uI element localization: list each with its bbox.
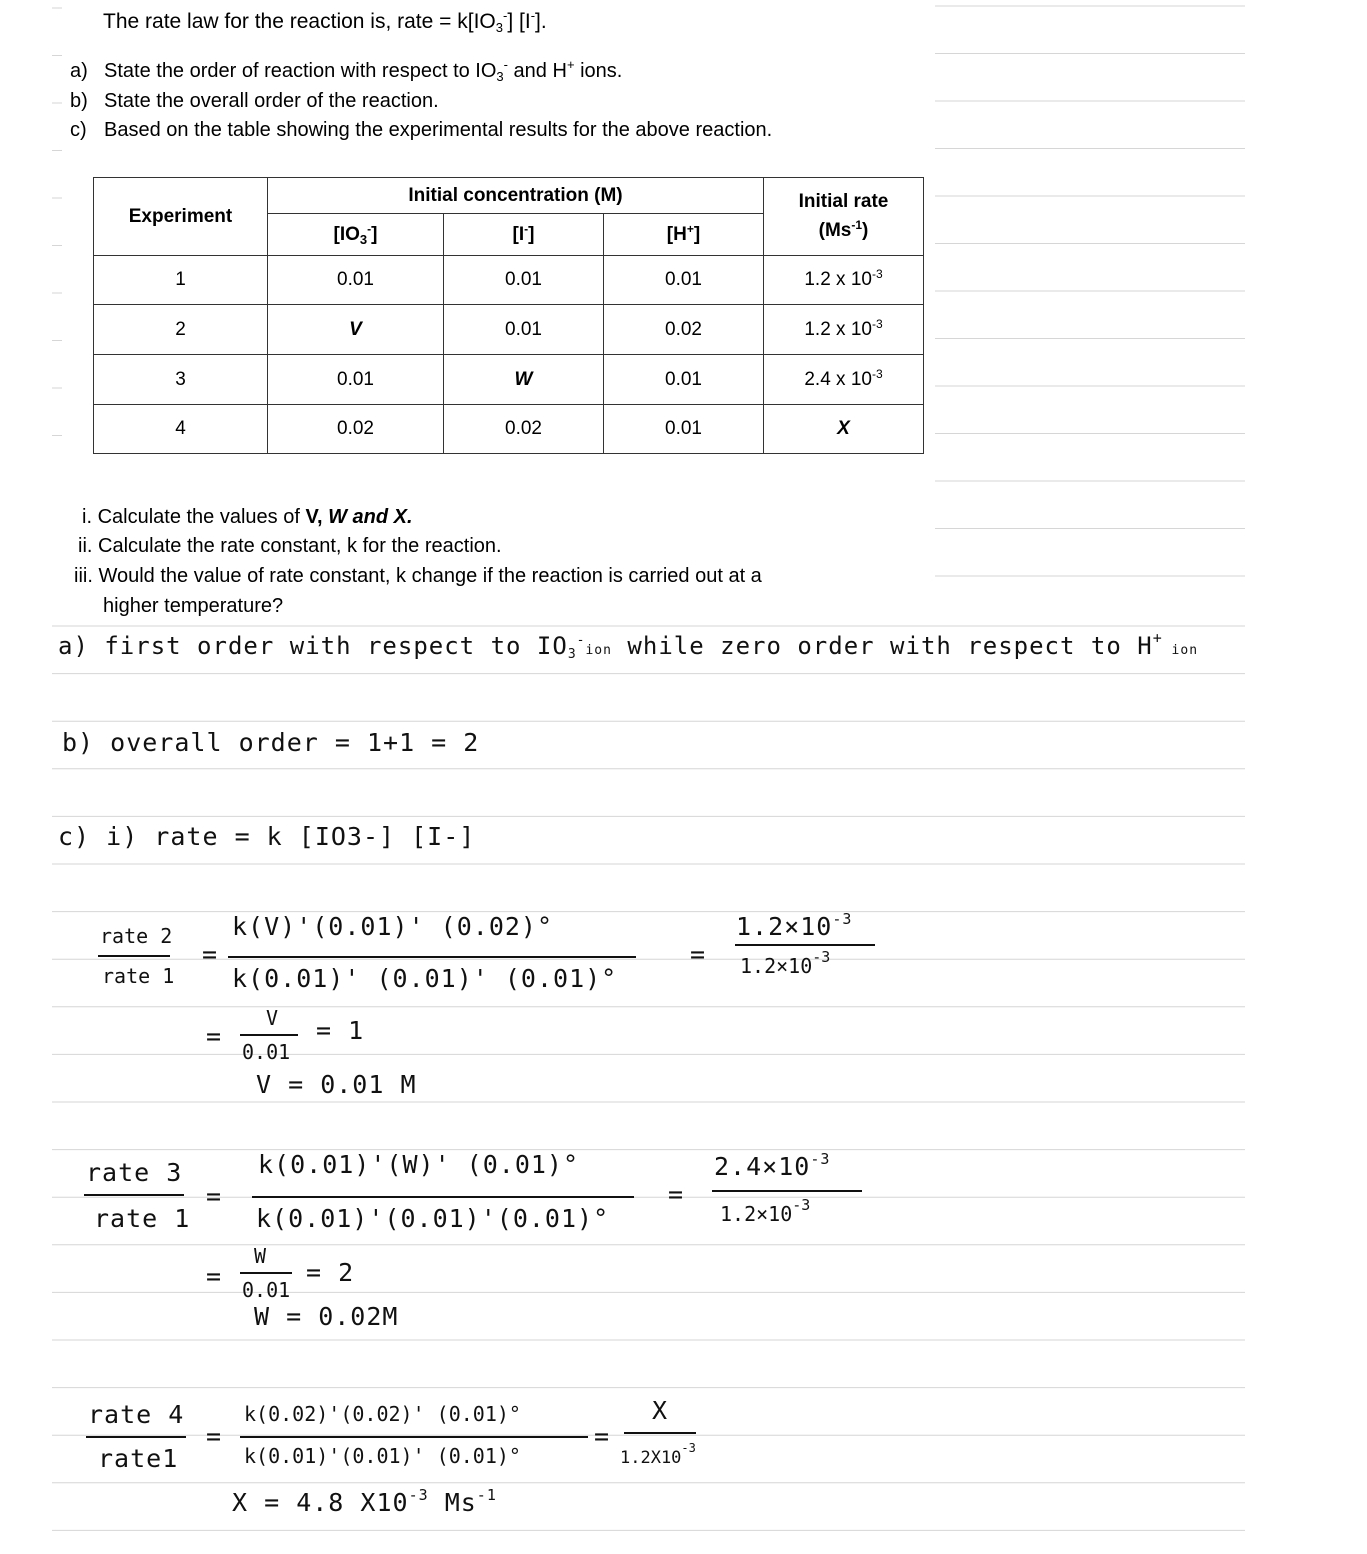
header-initial-concentration: Initial concentration (M) [268, 178, 764, 214]
r2-step-bar [240, 1034, 298, 1036]
answer-c-rate-law: c) i) rate = k [IO3-] [I-] [58, 822, 476, 851]
answer-b: b) overall order = 1+1 = 2 [62, 728, 480, 757]
r2-result: V = 0.01 M [256, 1070, 417, 1099]
r4-rhs-num: X [652, 1396, 669, 1425]
r2-equals-2: = [690, 940, 707, 969]
cell-iodide: 0.02 [444, 405, 604, 454]
cell-rate: 1.2 x $10^{-3}$ [764, 305, 924, 355]
cell-hydrogen: 0.01 [604, 355, 764, 405]
r4-rhs-bar [624, 1432, 696, 1434]
cell-iodide: 0.01 [444, 256, 604, 305]
table-row [94, 305, 924, 355]
cell-hydrogen: 0.01 [604, 256, 764, 305]
r2-step-equals: = [206, 1022, 223, 1051]
r3-step-rhs: = 2 [306, 1258, 355, 1287]
subquestion-i: i. Calculate the values of V, W and X. [82, 506, 413, 528]
r4-equals: = [206, 1422, 223, 1451]
cell-rate: 1.2 x $10^{-3}$ [764, 256, 924, 305]
r4-label-num: rate 4 [88, 1400, 185, 1429]
cell-exp: 3 [94, 355, 268, 405]
header-iodide: [I-] [444, 214, 604, 256]
r3-rhs-den: $1.2\times 10^{-3}$ [720, 1196, 811, 1226]
header-initial-rate: Initial rate $(Ms^{-1})$ [764, 178, 924, 256]
r2-label-bar [98, 955, 170, 957]
r2-numerator: k(V)'(0.01)' (0.02)° [232, 912, 554, 941]
r3-step-num: W [254, 1244, 267, 1268]
header-hydrogen: [H+] [604, 214, 764, 256]
table-row [94, 405, 924, 454]
header-experiment: Experiment [94, 178, 268, 256]
r3-step-equals: = [206, 1262, 223, 1291]
r3-numerator: k(0.01)'(W)' (0.01)° [258, 1150, 580, 1179]
r2-fraction-bar [228, 956, 636, 958]
r2-label-num: rate 2 [100, 924, 173, 948]
r3-step-den: 0.01 [242, 1278, 291, 1302]
r3-label-num: rate 3 [86, 1158, 183, 1187]
r3-equals: = [206, 1182, 223, 1211]
answer-a: a) first order with respect to IO3-ion while zero order with respect to H+ ion [58, 629, 1199, 662]
cell-exp: 4 [94, 405, 268, 454]
r4-rhs-den: $1.2X10^{-3}$ [620, 1441, 696, 1468]
r2-rhs-den: $1.2\times 10^{-3}$ [740, 948, 831, 978]
r2-label-den: rate 1 [102, 964, 175, 988]
question-item-c: c) Based on the table showing the experimental results for the above reaction. [70, 119, 773, 141]
question-item-a: a) State the order of reaction with respect to $IO_3^-$ and H+ ions. [70, 57, 623, 84]
r3-fraction-bar [252, 1196, 634, 1198]
question-title: The rate law for the reaction is, rate = k[IO3-] [I-]. [103, 8, 547, 35]
r3-denominator: k(0.01)'(0.01)'(0.01)° [256, 1204, 610, 1233]
question-item-b: b) State the overall order of the reaction. [70, 90, 439, 112]
subquestion-iii-continued: higher temperature? [103, 595, 284, 617]
r3-rhs-bar [712, 1190, 862, 1192]
cell-hydrogen: 0.02 [604, 305, 764, 355]
cell-rate: X [764, 405, 924, 454]
table-row [94, 256, 924, 305]
r4-numerator: k(0.02)'(0.02)' (0.01)° [244, 1402, 521, 1426]
cell-io3: V [268, 305, 444, 355]
cell-io3: 0.01 [268, 256, 444, 305]
r3-label-den: rate 1 [94, 1204, 191, 1233]
header-io3: $[IO_3^-]$ [268, 214, 444, 256]
r2-denominator: k(0.01)' (0.01)' (0.01)° [232, 964, 618, 993]
r3-equals-2: = [668, 1180, 685, 1209]
r2-step-den: 0.01 [242, 1040, 291, 1064]
r4-label-bar [86, 1436, 186, 1438]
cell-iodide: 0.01 [444, 305, 604, 355]
cell-rate: 2.4 x $10^{-3}$ [764, 355, 924, 405]
r2-rhs-num: $1.2\times 10^{-3}$ [736, 910, 853, 941]
experiment-table [93, 177, 924, 454]
r3-label-bar [84, 1194, 184, 1196]
r4-label-den: rate1 [98, 1444, 179, 1473]
cell-exp: 1 [94, 256, 268, 305]
r3-rhs-num: $2.4\times 10^{-3}$ [714, 1150, 831, 1181]
subquestion-iii: iii. Would the value of rate constant, k change if the reaction is carried out at a [74, 565, 762, 587]
r4-result: X = 4.8 $X10^{-3}$ $Ms^{-1}$ [232, 1486, 497, 1517]
table-row [94, 355, 924, 405]
cell-exp: 2 [94, 305, 268, 355]
r2-rhs-bar [735, 944, 875, 946]
cell-io3: 0.02 [268, 405, 444, 454]
cell-io3: 0.01 [268, 355, 444, 405]
r4-fraction-bar [240, 1436, 588, 1438]
r4-denominator: k(0.01)'(0.01)' (0.01)° [244, 1444, 521, 1468]
r3-step-bar [240, 1272, 292, 1274]
r4-equals-2: = [594, 1422, 611, 1451]
cell-iodide: W [444, 355, 604, 405]
r2-equals: = [202, 940, 219, 969]
r2-step-num: V [266, 1006, 279, 1030]
r3-result: W = 0.02M [254, 1302, 399, 1331]
r2-step-rhs: = 1 [316, 1016, 365, 1045]
cell-hydrogen: 0.01 [604, 405, 764, 454]
subquestion-ii: ii. Calculate the rate constant, k for the reaction. [78, 535, 502, 557]
